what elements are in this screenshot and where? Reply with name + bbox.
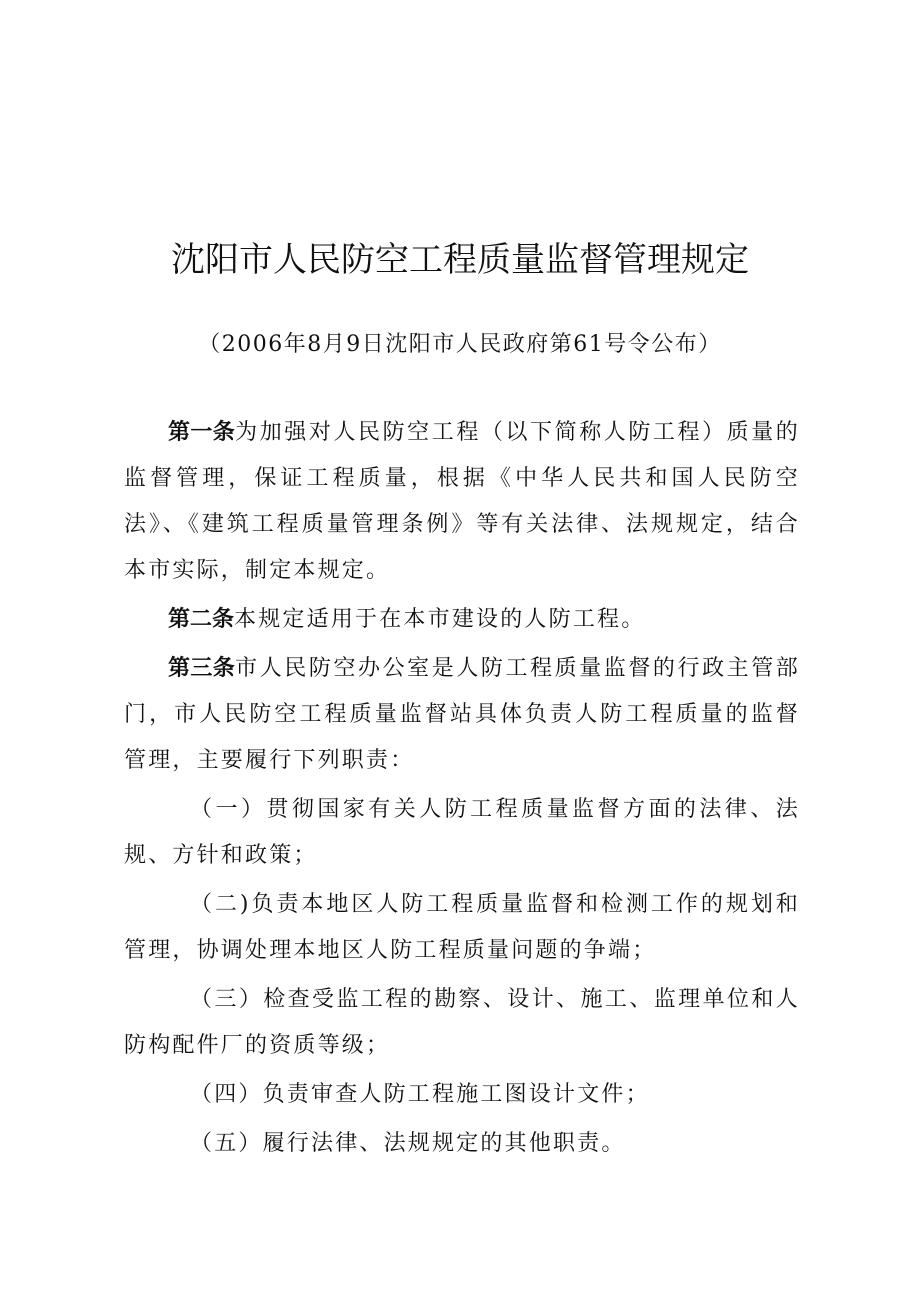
duty-item: （一）贯彻国家有关人防工程质量监督方面的法律、法规、方针和政策； — [124, 797, 800, 868]
article-1 — [124, 410, 800, 594]
article-text: 为加强对人民防空工程（以下简称人防工程）质量的监督管理，保证工程质量，根据《中华人民共和国人民防空法》、《建筑工程质量管理条例》等有关法律、法规规定，结合本市实际，制定本规定。 — [124, 420, 800, 583]
article-text: 本规定适用于在本市建设的人防工程。 — [234, 607, 646, 632]
article-text: 市人民防空办公室是人防工程质量监督的行政主管部门，市人民防空工程质量监督站具体负责人防工程质量的监督管理，主要履行下列职责： — [124, 656, 800, 773]
document-body — [124, 410, 800, 1170]
duty-item: （五）履行法律、法规规定的其他职责。 — [190, 1131, 626, 1156]
duty-item: （三）检查受监工程的勘察、设计、施工、监理单位和人防构配件厂的资质等级； — [124, 987, 800, 1058]
duty-item: （二)负责本地区人防工程质量监督和检测工作的规划和管理，协调处理本地区人防工程质量问题的争端； — [124, 892, 800, 963]
document-subtitle: （2006年8月9日沈阳市人民政府第61号令公布） — [198, 332, 722, 357]
article-label: 第一条 — [168, 420, 236, 445]
article-2 — [124, 597, 800, 643]
document-title: 沈阳市人民防空工程质量监督管理规定 — [171, 240, 749, 280]
article-label: 第三条 — [168, 656, 236, 681]
duty-item: （四）负责审查人防工程施工图设计文件； — [190, 1082, 650, 1107]
article-label: 第二条 — [168, 607, 235, 632]
article-3 — [124, 646, 800, 784]
